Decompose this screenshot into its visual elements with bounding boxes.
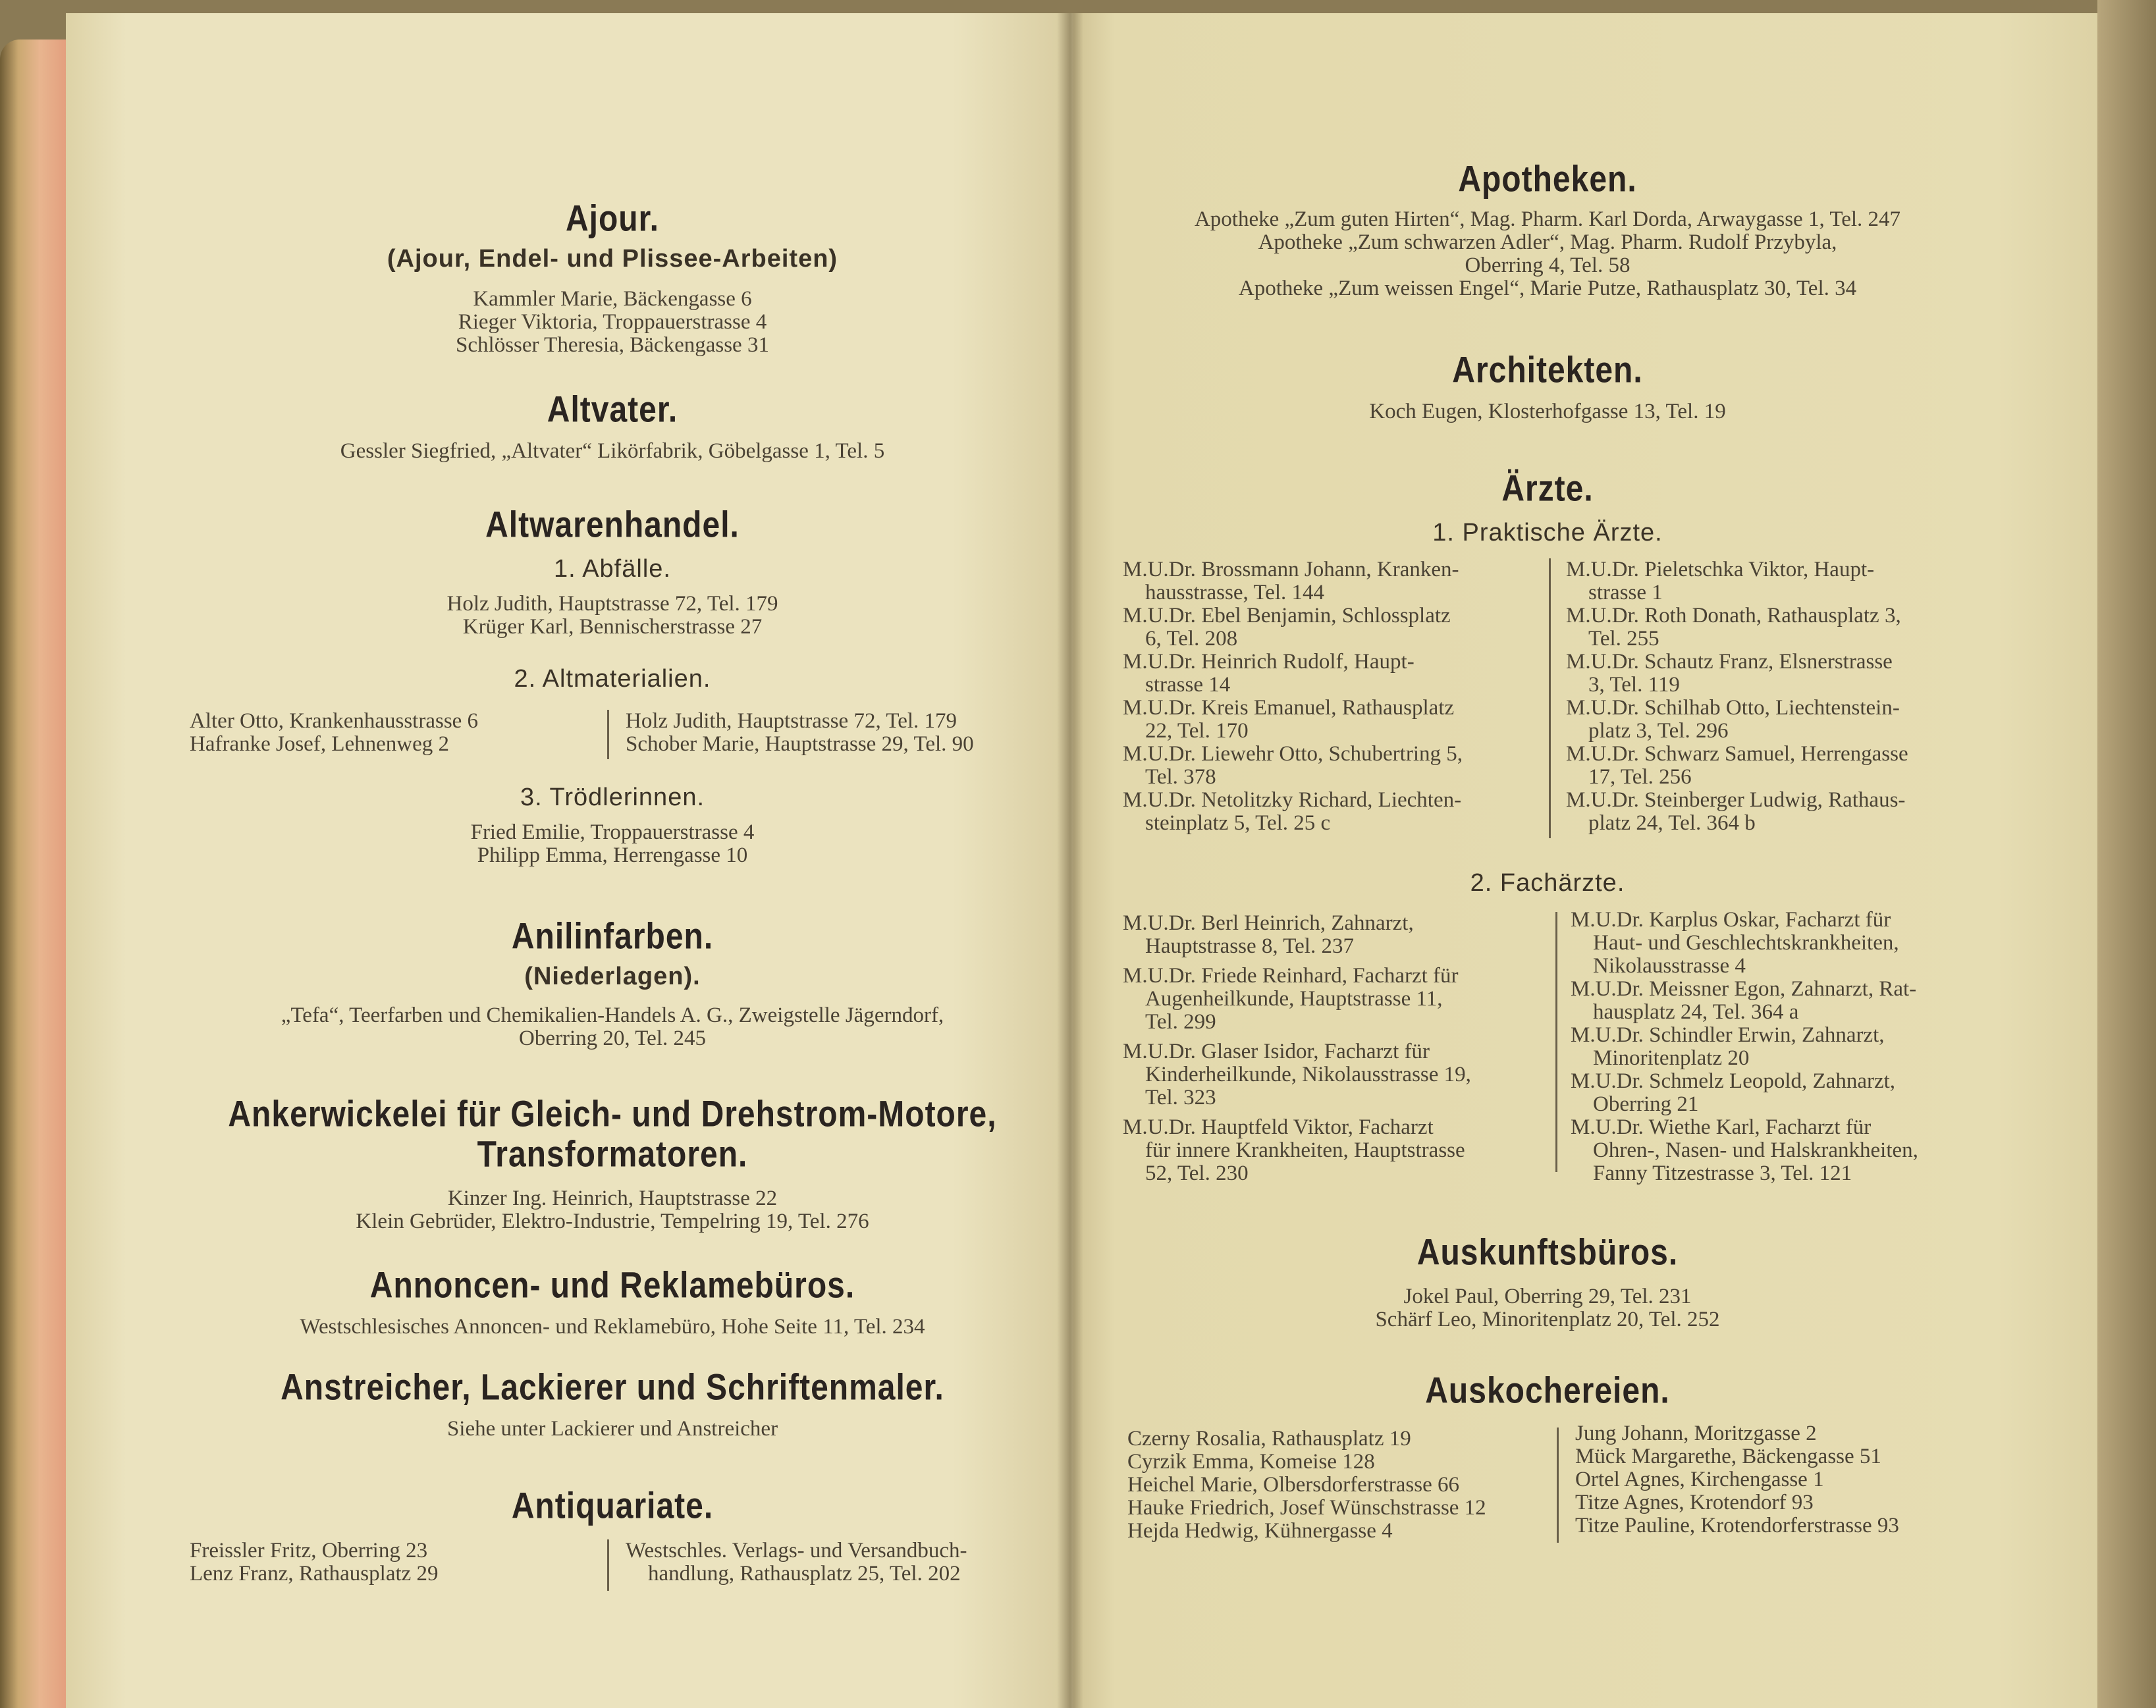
praktische-aerzte-col-left <box>1123 558 1538 835</box>
auskochereien-col-left <box>1127 1428 1549 1543</box>
list-item: Kammler Marie, Bäckengasse 6 <box>473 287 752 311</box>
list-item: handlung, Rathausplatz 25, Tel. 202 <box>648 1562 961 1586</box>
list-item: M.U.Dr. Friede Reinhard, Facharzt für <box>1123 964 1459 988</box>
subheading-troedlerinnen: 3. Trödlerinnen. <box>520 784 705 811</box>
column-divider <box>1557 1428 1559 1543</box>
list-item: Apotheke „Zum guten Hirten“, Mag. Pharm. Karl Dorda, Arwaygasse 1, Tel. 247 <box>1194 207 1901 231</box>
list-item: Lenz Franz, Rathausplatz 29 <box>190 1562 439 1586</box>
list-item: Schober Marie, Hauptstrasse 29, Tel. 90 <box>626 732 974 756</box>
antiquariate-col-right <box>626 1539 1047 1586</box>
list-item: Oberring 4, Tel. 58 <box>1465 254 1630 277</box>
heading-architekten: Architekten. <box>1452 350 1643 390</box>
list-item: platz 3, Tel. 296 <box>1588 719 1729 743</box>
list-item: M.U.Dr. Schilhab Otto, Liechtenstein- <box>1566 696 1900 720</box>
list-item: M.U.Dr. Roth Donath, Rathausplatz 3, <box>1566 604 1901 627</box>
list-item: 22, Tel. 170 <box>1145 719 1249 743</box>
section-antiquariate <box>184 1488 1040 1524</box>
section-troedlerinnen <box>184 784 1040 867</box>
list-item: Jung Johann, Moritzgasse 2 <box>1575 1422 1817 1445</box>
book-edge-left <box>0 40 72 1708</box>
heading-ankerwickelei-line1: Ankerwickelei für Gleich- und Drehstrom-Motore, <box>228 1094 997 1134</box>
list-item: Minoritenplatz 20 <box>1593 1046 1750 1070</box>
subheading-niederlagen: (Niederlagen). <box>524 963 701 990</box>
list-item: „Tefa“, Teerfarben und Chemikalien-Handels A. G., Zweigstelle Jägerndorf, <box>281 1003 944 1027</box>
list-item: Hejda Hedwig, Kühnergasse 4 <box>1127 1519 1393 1543</box>
antiquariate-col-left <box>190 1539 598 1586</box>
heading-ankerwickelei-line2: Transformatoren. <box>477 1134 748 1175</box>
list-item: M.U.Dr. Steinberger Ludwig, Rathaus- <box>1566 788 1906 812</box>
list-item: M.U.Dr. Glaser Isidor, Facharzt für <box>1123 1040 1430 1063</box>
list-item: M.U.Dr. Liewehr Otto, Schubertring 5, <box>1123 742 1463 766</box>
heading-annoncen: Annoncen- und Reklamebüros. <box>369 1266 855 1306</box>
list-item: M.U.Dr. Netolitzky Richard, Liechten- <box>1123 788 1462 812</box>
section-fachaerzte <box>1119 869 1976 897</box>
section-apotheken <box>1119 161 1976 300</box>
list-item: Holz Judith, Hauptstrasse 72, Tel. 179 <box>626 709 957 733</box>
list-item: Ohren-, Nasen- und Halskrankheiten, <box>1593 1138 1918 1162</box>
book-gutter <box>1057 13 1083 1708</box>
list-item: 52, Tel. 230 <box>1145 1161 1249 1185</box>
list-item: Kinzer Ing. Heinrich, Hauptstrasse 22 <box>447 1187 778 1210</box>
list-item: Oberring 21 <box>1593 1092 1699 1116</box>
list-item: M.U.Dr. Schwarz Samuel, Herrengasse <box>1566 742 1908 766</box>
list-item: Schlösser Theresia, Bäckengasse 31 <box>456 333 769 357</box>
list-item: Tel. 299 <box>1145 1010 1216 1034</box>
altmaterialien-col-right <box>626 710 1047 756</box>
section-ajour <box>184 201 1040 357</box>
list-item: Augenheilkunde, Hauptstrasse 11, <box>1145 987 1443 1011</box>
list-item: Apotheke „Zum weissen Engel“, Marie Putze, Rathausplatz 30, Tel. 34 <box>1238 277 1857 300</box>
subheading-praktische-aerzte: 1. Praktische Ärzte. <box>1432 519 1663 547</box>
fachaerzte-col-right <box>1571 909 1992 1185</box>
list-item: platz 24, Tel. 364 b <box>1588 811 1756 835</box>
list-item: Titze Agnes, Krotendorf 93 <box>1575 1491 1814 1514</box>
list-item: Hauptstrasse 8, Tel. 237 <box>1145 934 1354 958</box>
heading-anstreicher: Anstreicher, Lackierer und Schriftenmaler. <box>281 1368 944 1408</box>
fachaerzte-col-left <box>1123 912 1544 1185</box>
altmaterialien-col-left <box>190 710 598 756</box>
list-item: 3, Tel. 119 <box>1588 673 1680 697</box>
section-anstreicher <box>184 1370 1040 1441</box>
section-architekten <box>1119 352 1976 423</box>
list-item: Fanny Titzestrasse 3, Tel. 121 <box>1593 1161 1852 1185</box>
list-item: M.U.Dr. Meissner Egon, Zahnarzt, Rat- <box>1571 977 1917 1001</box>
column-divider <box>1549 558 1551 838</box>
list-item: Kinderheilkunde, Nikolausstrasse 19, <box>1145 1063 1471 1086</box>
heading-anilinfarben: Anilinfarben. <box>511 917 714 957</box>
list-item: Heichel Marie, Olbersdorferstrasse 66 <box>1127 1473 1459 1497</box>
list-item: Ortel Agnes, Kirchengasse 1 <box>1575 1468 1824 1491</box>
list-item: Tel. 323 <box>1145 1086 1216 1109</box>
list-item: strasse 1 <box>1588 581 1663 604</box>
heading-antiquariate: Antiquariate. <box>511 1486 714 1526</box>
heading-altvater: Altvater. <box>547 390 678 430</box>
list-item: Alter Otto, Krankenhausstrasse 6 <box>190 709 479 733</box>
heading-apotheken: Apotheken. <box>1458 159 1637 200</box>
section-annoncen <box>184 1268 1040 1339</box>
list-item: Westschlesisches Annoncen- und Reklamebüro, Hohe Seite 11, Tel. 234 <box>300 1315 925 1339</box>
list-item: Klein Gebrüder, Elektro-Industrie, Tempelring 19, Tel. 276 <box>356 1210 869 1233</box>
heading-aerzte: Ärzte. <box>1501 469 1594 509</box>
subheading-abfaelle: 1. Abfälle. <box>554 555 671 583</box>
list-item: M.U.Dr. Schmelz Leopold, Zahnarzt, <box>1571 1069 1896 1093</box>
list-item: Rieger Viktoria, Troppauerstrasse 4 <box>458 310 767 334</box>
list-item: Mück Margarethe, Bäckengasse 51 <box>1575 1445 1881 1468</box>
list-item: Nikolausstrasse 4 <box>1593 954 1746 978</box>
heading-altwarenhandel: Altwarenhandel. <box>485 505 740 545</box>
list-item: Freissler Fritz, Oberring 23 <box>190 1539 428 1562</box>
list-item: Westschles. Verlags- und Versandbuch- <box>626 1539 967 1562</box>
list-item: Holz Judith, Hauptstrasse 72, Tel. 179 <box>446 592 778 616</box>
section-aerzte <box>1119 471 1976 547</box>
list-item: M.U.Dr. Hauptfeld Viktor, Facharzt <box>1123 1115 1434 1139</box>
list-item: Hafranke Josef, Lehnenweg 2 <box>190 732 450 756</box>
list-item: hausstrasse, Tel. 144 <box>1145 581 1325 604</box>
section-ankerwickelei <box>184 1096 1040 1233</box>
column-divider <box>1555 912 1557 1172</box>
section-anilinfarben <box>184 919 1040 1050</box>
subheading-fachaerzte: 2. Fachärzte. <box>1470 869 1625 897</box>
list-item: Siehe unter Lackierer und Anstreicher <box>446 1417 778 1441</box>
list-item: Schärf Leo, Minoritenplatz 20, Tel. 252 <box>1375 1308 1720 1331</box>
list-item: Krüger Karl, Bennischerstrasse 27 <box>462 615 763 639</box>
list-item: Cyrzik Emma, Komeise 128 <box>1127 1450 1375 1474</box>
auskochereien-col-right <box>1575 1422 1997 1537</box>
list-item: 6, Tel. 208 <box>1145 627 1238 651</box>
list-item: Fried Emilie, Troppauerstrasse 4 <box>470 820 755 844</box>
list-item: Jokel Paul, Oberring 29, Tel. 231 <box>1403 1285 1692 1308</box>
list-item: M.U.Dr. Schautz Franz, Elsnerstrasse <box>1566 650 1893 674</box>
list-item: M.U.Dr. Ebel Benjamin, Schlossplatz <box>1123 604 1451 627</box>
list-item: M.U.Dr. Heinrich Rudolf, Haupt- <box>1123 650 1415 674</box>
book-edge-right <box>2097 0 2156 1708</box>
list-item: 17, Tel. 256 <box>1588 765 1692 789</box>
list-item: Gessler Siegfried, „Altvater“ Likörfabrik, Göbelgasse 1, Tel. 5 <box>340 439 885 463</box>
heading-ajour: Ajour. <box>565 199 659 239</box>
list-item: Haut- und Geschlechtskrankheiten, <box>1593 931 1899 955</box>
list-item: Philipp Emma, Herrengasse 10 <box>477 843 748 867</box>
praktische-aerzte-col-right <box>1566 558 1987 835</box>
list-item: M.U.Dr. Schindler Erwin, Zahnarzt, <box>1571 1023 1885 1047</box>
list-item: M.U.Dr. Karplus Oskar, Facharzt für <box>1571 908 1891 932</box>
section-altwarenhandel <box>184 507 1040 693</box>
column-divider <box>607 1539 609 1591</box>
heading-auskochereien: Auskochereien. <box>1425 1371 1670 1411</box>
heading-auskunftsbueros: Auskunftsbüros. <box>1416 1233 1679 1273</box>
list-item: Apotheke „Zum schwarzen Adler“, Mag. Pharm. Rudolf Przybyla, <box>1258 230 1837 254</box>
list-item: Tel. 378 <box>1145 765 1216 789</box>
list-item: M.U.Dr. Pieletschka Viktor, Haupt- <box>1566 558 1875 581</box>
list-item: hausplatz 24, Tel. 364 a <box>1593 1000 1799 1024</box>
section-altvater <box>184 392 1040 463</box>
subheading-ajour: (Ajour, Endel- und Plissee-Arbeiten) <box>387 245 838 273</box>
list-item: Czerny Rosalia, Rathausplatz 19 <box>1127 1427 1411 1451</box>
list-item: Koch Eugen, Klosterhofgasse 13, Tel. 19 <box>1369 400 1726 423</box>
list-item: M.U.Dr. Brossmann Johann, Kranken- <box>1123 558 1459 581</box>
list-item: für innere Krankheiten, Hauptstrasse <box>1145 1138 1465 1162</box>
section-auskunftsbueros <box>1119 1235 1976 1331</box>
list-item: M.U.Dr. Berl Heinrich, Zahnarzt, <box>1123 911 1414 935</box>
subheading-altmaterialien: 2. Altmaterialien. <box>514 665 711 693</box>
list-item: Tel. 255 <box>1588 627 1659 651</box>
list-item: Oberring 20, Tel. 245 <box>519 1027 706 1050</box>
list-item: steinplatz 5, Tel. 25 c <box>1145 811 1331 835</box>
list-item: Titze Pauline, Krotendorferstrasse 93 <box>1575 1514 1899 1537</box>
list-item: M.U.Dr. Wiethe Karl, Facharzt für <box>1571 1115 1872 1139</box>
list-item: strasse 14 <box>1145 673 1231 697</box>
list-item: M.U.Dr. Kreis Emanuel, Rathausplatz <box>1123 696 1455 720</box>
list-item: Hauke Friedrich, Josef Wünschstrasse 12 <box>1127 1496 1486 1520</box>
column-divider <box>607 710 609 759</box>
section-auskochereien <box>1119 1373 1976 1409</box>
